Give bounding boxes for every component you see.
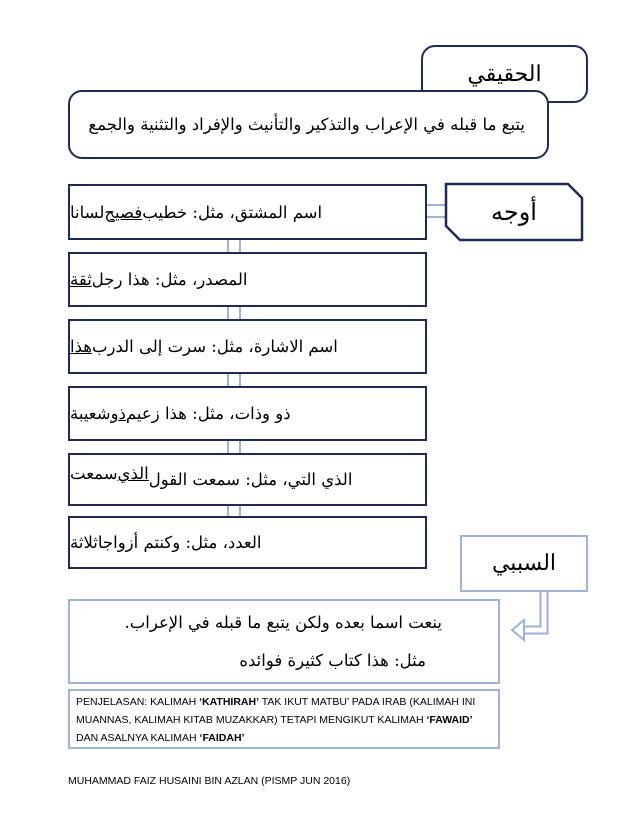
sababi-example-text: مثل: هذا كتاب كثيرة فوائده bbox=[239, 651, 426, 670]
connector-vertical bbox=[227, 373, 241, 387]
sababi-definition-text: ينعت اسما بعده ولكن يتبع ما قبله في الإعراب. bbox=[124, 613, 442, 632]
item-example: هذا bbox=[70, 337, 92, 356]
connector-vertical bbox=[227, 239, 241, 253]
connector-vertical bbox=[227, 306, 241, 320]
item-example: ثقة bbox=[70, 270, 92, 289]
item-example: فصيح bbox=[104, 202, 143, 222]
list-item bbox=[68, 516, 427, 569]
explanation-text: TAK IKUT MATBU’ PADA IRAB (KALIMAH INI MUANNAS, KALIMAH KITAB MUZAKKAR) TETAPI MENGIKUT KALIMAH bbox=[76, 696, 476, 726]
sababi-definition-box bbox=[68, 599, 500, 684]
item-example: ثلاثة bbox=[70, 533, 98, 552]
list-item bbox=[68, 386, 427, 441]
aujuh-label-wrap bbox=[444, 182, 584, 242]
item-example: ذو bbox=[110, 404, 126, 423]
footer-author: MUHAMMAD FAIZ HUSAINI BIN AZLAN (PISMP JUN 2016) bbox=[68, 775, 351, 787]
item-text-after: شعيبة bbox=[70, 404, 111, 423]
explanation-keyword: ‘FAIDAH’ bbox=[199, 732, 245, 744]
list-item bbox=[68, 184, 427, 240]
definition-box bbox=[68, 90, 549, 159]
list-item bbox=[68, 252, 427, 307]
aujuh-label: أوجه bbox=[491, 198, 537, 226]
connector-vertical bbox=[227, 440, 241, 454]
explanation-text: PENJELASAN: KALIMAH bbox=[76, 696, 200, 708]
haqiqi-title: الحقيقي bbox=[467, 61, 542, 87]
item-text: اسم المشتق، مثل: خطيب bbox=[142, 202, 323, 222]
item-text: الذي التي، مثل: سمعت القول bbox=[148, 470, 353, 489]
item-text: العدد، مثل: وكنتم أزواجا bbox=[97, 533, 262, 552]
definition-text: يتبع ما قبله في الإعراب والتذكير والتأنيث والإفراد والتثنية والجمع bbox=[88, 115, 525, 134]
sababi-title-box bbox=[460, 535, 588, 592]
explanation-keyword: ‘KATHIRAH’ bbox=[199, 696, 260, 708]
item-text-after: سمعت bbox=[70, 464, 118, 483]
list-item bbox=[68, 319, 427, 374]
item-text: اسم الاشارة، مثل: سرت إلى الدرب bbox=[91, 337, 338, 356]
item-example: الذي bbox=[117, 464, 149, 483]
sababi-title: السببي bbox=[491, 551, 557, 576]
explanation-text: DAN ASALNYA KALIMAH bbox=[76, 732, 200, 744]
item-text: المصدر، مثل: هذا رجل bbox=[91, 270, 248, 289]
curved-arrow bbox=[508, 590, 558, 650]
item-text: ذو وذات، مثل: هذا زعيم bbox=[125, 404, 291, 423]
explanation-box bbox=[68, 689, 500, 749]
explanation-keyword: ‘FAWAID’ bbox=[426, 714, 473, 726]
item-text-after: لسانا bbox=[70, 202, 105, 222]
list-item bbox=[68, 453, 427, 506]
